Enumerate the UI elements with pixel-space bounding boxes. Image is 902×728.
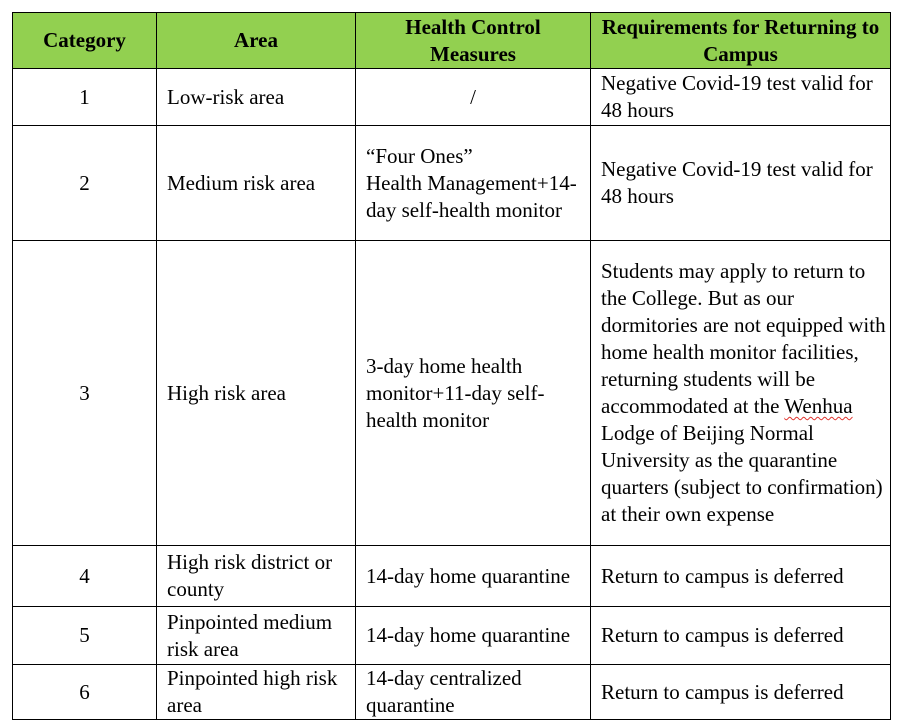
requirements-cell: Negative Covid-19 test valid for 48 hours: [591, 126, 891, 241]
requirements-cell: Negative Covid-19 test valid for 48 hours: [591, 69, 891, 126]
requirements-cell: Return to campus is deferred: [591, 607, 891, 665]
header-category: Category: [13, 13, 157, 69]
category-cell: 3: [13, 241, 157, 546]
table-row: [13, 665, 891, 720]
wenhua-word: Wenhua: [784, 394, 853, 418]
category-cell: 1: [13, 69, 157, 126]
table-row: [13, 69, 891, 126]
measures-cell: [356, 126, 591, 241]
header-requirements: Requirements for Returning to Campus: [591, 13, 891, 69]
measures-cell: 14-day home quarantine: [356, 607, 591, 665]
category-cell: 4: [13, 546, 157, 607]
area-cell: Low-risk area: [157, 69, 356, 126]
table-row: [13, 241, 891, 546]
area-cell: High risk district or county: [157, 546, 356, 607]
header-measures: Health Control Measures: [356, 13, 591, 69]
category-cell: 2: [13, 126, 157, 241]
four-ones-label: “Four Ones”: [366, 143, 473, 168]
requirements-text: Lodge of Beijing Normal University as the quarantine quarters (subject to confirmation) at their own expense: [601, 421, 883, 526]
measures-cell: 14-day home quarantine: [356, 546, 591, 607]
requirements-cell: [591, 241, 891, 546]
measures-cell: /: [356, 69, 591, 126]
area-cell: Medium risk area: [157, 126, 356, 241]
table-row: [13, 126, 891, 241]
requirements-text: Students may apply to return to the College. But as our dormitories are not equipped with home health monitor facilities, returning students will be accommodated at the: [601, 259, 886, 418]
category-cell: 5: [13, 607, 157, 665]
category-cell: 6: [13, 665, 157, 720]
table-row: [13, 607, 891, 665]
header-area: Area: [157, 13, 356, 69]
measures-cell: 3-day home health monitor+11-day self-health monitor: [356, 241, 591, 546]
area-cell: Pinpointed medium risk area: [157, 607, 356, 665]
requirements-cell: Return to campus is deferred: [591, 665, 891, 720]
requirements-cell: Return to campus is deferred: [591, 546, 891, 607]
table-row: [13, 546, 891, 607]
header-row: [13, 13, 891, 69]
area-cell: High risk area: [157, 241, 356, 546]
area-cell: Pinpointed high risk area: [157, 665, 356, 720]
campus-return-table: [12, 12, 891, 720]
measures-cell: 14-day centralized quarantine: [356, 665, 591, 720]
measures-text: Health Management+14-day self-health monitor: [366, 170, 577, 222]
